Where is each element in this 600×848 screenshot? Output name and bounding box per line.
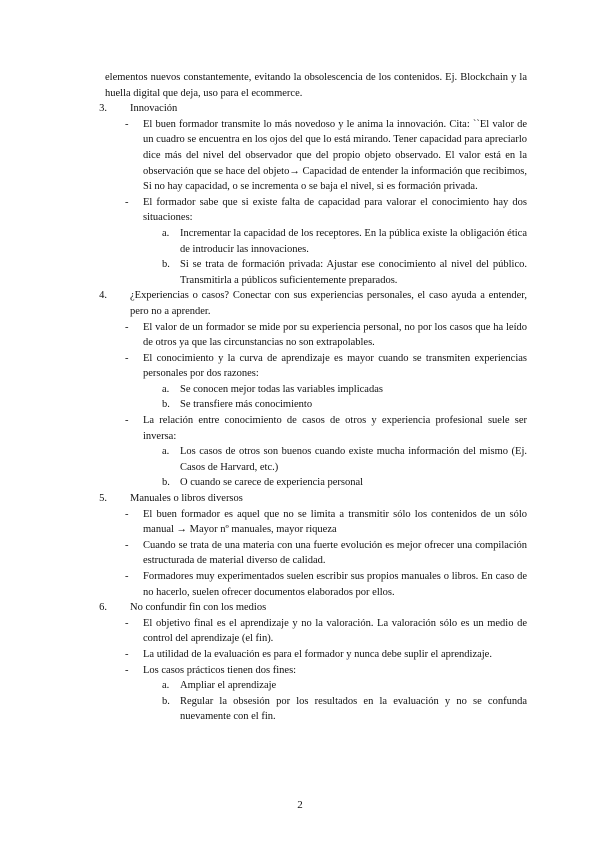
- bullet: [105, 117, 527, 195]
- sub-item: [105, 678, 527, 694]
- sub-item: [105, 475, 527, 491]
- sub-label: b.: [162, 695, 170, 707]
- bullet-text: El valor de un formador se mide por su experiencia personal, no por los casos que ha leído de otros ya que las circunstancias no son extrapolables.: [143, 321, 527, 349]
- bullet-text: Los casos prácticos tienen dos fines:: [143, 664, 297, 676]
- sub-label: b.: [162, 259, 170, 271]
- sub-label: b.: [162, 399, 170, 411]
- sub-label: a.: [162, 446, 170, 458]
- sub-label: b.: [162, 477, 170, 489]
- dash-marker: -: [125, 664, 129, 676]
- sub-label: a.: [162, 383, 170, 395]
- bullet: [105, 663, 527, 679]
- sub-label: a.: [162, 227, 170, 239]
- dash-marker: -: [125, 196, 129, 208]
- bullet-text: El objetivo final es el aprendizaje y no la valoración. La valoración sólo es un medio de control del aprendizaje (el fin).: [143, 617, 527, 645]
- sub-item: [105, 226, 527, 257]
- dash-marker: -: [125, 321, 129, 333]
- section-number: 3.: [99, 103, 107, 115]
- sub-item: [105, 382, 527, 398]
- section-number: 4.: [99, 290, 107, 302]
- bullet: [105, 538, 527, 569]
- bullet-text: Formadores muy experimentados suelen escribir sus propios manuales o libros. En caso de no hacerlo, suelen ofrecer documentos elaborados por ellos.: [143, 571, 527, 598]
- sub-item: [105, 444, 527, 475]
- sub-text: Los casos de otros son buenos cuando existe mucha información del mismo (Ej. Casos de Harvard, etc.): [180, 446, 527, 473]
- sub-item: [105, 397, 527, 413]
- sub-text: O cuando se carece de experiencia personal: [180, 477, 364, 489]
- bullet-text: La relación entre conocimiento de casos de otros y experiencia profesional suele ser inversa:: [143, 415, 527, 442]
- bullet: [105, 647, 527, 663]
- sub-text: Regular la obsesión por los resultados en la evaluación y no se confunda nuevamente con el fin.: [180, 695, 527, 723]
- bullet-text: El buen formador transmite lo más novedoso y le anima la innovación. Cita: ``El valor de un cuadro se encuentra en los ojos del que lo está mirando. Tener capacidad para apreciarlo dice más del nivel del observador que del propio objeto observado. El valor está en la observación que se hace del objeto→ Capacidad de entender la información que recibimos, Si no hay capacidad, o se incrementa o se baja el nivel, si es formación privada.: [143, 118, 527, 193]
- dash-marker: -: [125, 352, 129, 364]
- bullet-text: El formador sabe que si existe falta de capacidad para valorar el conocimiento hay dos situaciones:: [143, 196, 527, 224]
- section-title: ¿Experiencias o casos? Conectar con sus experiencias personales, el caso ayuda a entender, pero no a aprender.: [130, 290, 527, 317]
- bullet: [105, 413, 527, 444]
- bullet: [105, 351, 527, 382]
- bullet: [105, 616, 527, 647]
- sub-text: Ampliar el aprendizaje: [180, 680, 277, 692]
- section-6: [99, 600, 527, 616]
- sub-text: Si se trata de formación privada: Ajustar ese conocimiento al nivel del público. Transmitirla a públicos suficientemente preparados.: [180, 259, 527, 286]
- section-title: Innovación: [130, 103, 178, 115]
- section-number: 5.: [99, 493, 107, 505]
- sub-text: Se transfiere más conocimiento: [180, 399, 313, 411]
- section-3: [99, 101, 527, 117]
- dash-marker: -: [125, 571, 129, 582]
- bullet-text: La utilidad de la evaluación es para el formador y nunca debe suplir el aprendizaje.: [143, 648, 492, 660]
- dash-marker: -: [125, 539, 129, 551]
- bullet-text: El buen formador es aquel que no se limita a transmitir sólo los contenidos de un sólo manual → Mayor nº manuales, mayor riqueza: [143, 508, 527, 536]
- section-4: [99, 288, 527, 319]
- sub-label: a.: [162, 680, 170, 692]
- bullet: [105, 507, 527, 538]
- dash-marker: -: [125, 415, 129, 427]
- bullet: [105, 320, 527, 351]
- sub-item: [105, 257, 527, 288]
- section-title: Manuales o libros diversos: [130, 493, 243, 505]
- bullet: [105, 195, 527, 226]
- bullet: [105, 569, 527, 600]
- bullet-text: Cuando se trata de una materia con una fuerte evolución es mejor ofrecer una compilación estructurada de material diverso de calidad.: [143, 539, 527, 567]
- section-title: No confundir fin con los medios: [130, 602, 267, 614]
- page-number: 2: [297, 799, 303, 811]
- section-number: 6.: [99, 602, 107, 614]
- section-5: [99, 491, 527, 507]
- dash-marker: -: [125, 617, 129, 629]
- sub-text: Incrementar la capacidad de los receptores. En la pública existe la obligación ética de introducir las innovaciones.: [180, 227, 527, 255]
- document-body: [99, 70, 527, 725]
- dash-marker: -: [125, 648, 129, 660]
- dash-marker: -: [125, 508, 129, 520]
- sub-text: Se conocen mejor todas las variables implicadas: [180, 383, 383, 395]
- dash-marker: -: [125, 118, 129, 130]
- sub-item: [105, 694, 527, 725]
- intro-paragraph: elementos nuevos constantemente, evitando la obsolescencia de los contenidos. Ej. Blockchain y la huella digital que deja, uso para el ecommerce.: [105, 72, 527, 99]
- bullet-text: El conocimiento y la curva de aprendizaje es mayor cuando se transmiten experiencias personales por dos razones:: [143, 352, 527, 380]
